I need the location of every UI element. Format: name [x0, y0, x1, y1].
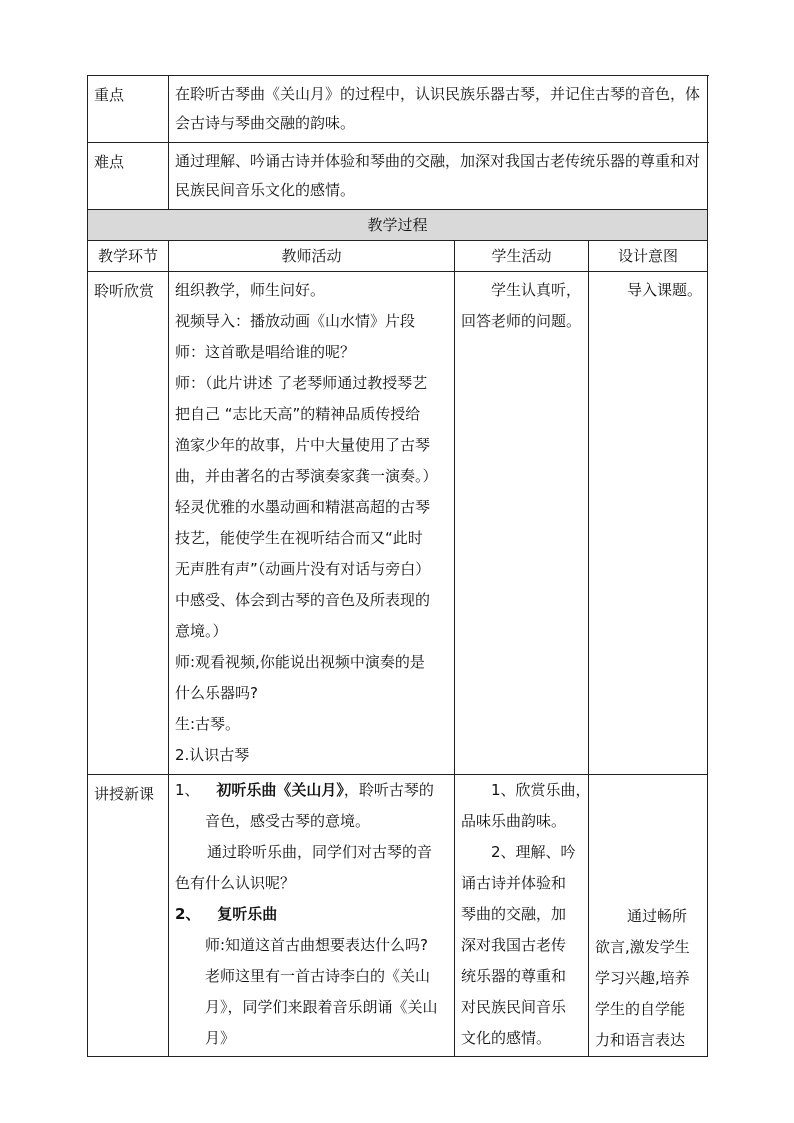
- column-header: 设计意图: [589, 241, 708, 272]
- teacher-line: 组织教学，师生问好。: [175, 281, 326, 299]
- intent-line: 通过畅所: [627, 907, 688, 925]
- teacher-line: 音色，感受古琴的意境。: [205, 812, 371, 830]
- item-title: 初听乐曲《关山月》: [216, 781, 344, 799]
- difficulty-label-cell: [88, 143, 169, 210]
- teacher-line: 月》，同学们来跟着音乐朗诵《关山: [205, 998, 438, 1016]
- difficulty-content-cell: [169, 143, 708, 210]
- teacher-line: 技艺，能使学生在视听结合而又“此时: [175, 529, 423, 547]
- difficulty-row: [88, 143, 708, 210]
- student-line: 品味乐曲韵味。: [461, 812, 567, 830]
- stage-name-cell: [88, 775, 169, 1057]
- teacher-line: 无声胜有声”（动画片没有对话与旁白）: [175, 560, 431, 578]
- teacher-line: 师：这首歌是唱给谁的呢？: [175, 343, 356, 361]
- item-number: 1、: [175, 781, 200, 799]
- student-line: 回答老师的问题。: [461, 312, 582, 330]
- teacher-line: 曲，并由著名的古琴演奏家龚一演奏。）: [175, 467, 438, 485]
- column-header: 教师活动: [169, 241, 455, 272]
- difficulty-line: 民族民间音乐文化的感情。: [175, 181, 356, 199]
- design-intent-cell: [589, 775, 708, 1057]
- teacher-line: 2.认识古琴: [175, 746, 250, 764]
- teacher-item-2: [175, 899, 448, 930]
- difficulty-line: 通过理解、吟诵古诗并体验和琴曲的交融，加深对我国古老传统乐器的尊重和对: [175, 152, 701, 170]
- teacher-line: 师:观看视频,你能说出视频中演奏的是: [175, 653, 425, 671]
- student-activity-cell: [455, 272, 589, 775]
- intent-line: 学习兴趣,培养: [595, 969, 690, 987]
- teacher-line: 老师这里有一首古诗李白的《关山: [205, 967, 431, 985]
- column-header: 学生活动: [455, 241, 589, 272]
- teacher-line: 视频导入：播放动画《山水情》片段: [175, 312, 416, 330]
- teacher-line: 把自己 “志比天高”的精神品质传授给: [175, 405, 421, 423]
- item-number: 2、: [175, 905, 201, 923]
- teacher-activity-cell: [169, 272, 455, 775]
- intent-line: 导入课题。: [627, 281, 703, 299]
- teacher-line: 师：（此片讲述 了老琴师通过教授琴艺: [175, 374, 428, 392]
- stage-name: 聆听欣赏: [94, 282, 155, 300]
- student-activity-cell: [455, 775, 589, 1057]
- key-point-content-cell: [169, 76, 708, 143]
- student-line: 文化的感情。: [461, 1029, 552, 1047]
- stage-name-cell: [88, 272, 169, 775]
- stage-listening-row: [88, 272, 708, 775]
- key-point-line: 会古诗与琴曲交融的韵味。: [175, 114, 356, 132]
- item-text: ，聆听古琴的: [343, 781, 434, 799]
- key-point-label: 重点: [94, 86, 125, 104]
- student-line: 深对我国古老传: [461, 936, 567, 954]
- design-intent-cell: [589, 272, 708, 775]
- teacher-item-1: [175, 775, 448, 806]
- teacher-line: 什么乐器吗?: [175, 684, 258, 702]
- difficulty-label: 难点: [94, 153, 125, 171]
- intent-line: 力和语言表达: [595, 1031, 686, 1049]
- stage-name: 讲授新课: [94, 785, 155, 803]
- teacher-line: 轻灵优雅的水墨动画和精湛高超的古琴: [175, 498, 431, 516]
- item-title: 复听乐曲: [217, 905, 278, 923]
- teacher-line: 月》: [205, 1029, 236, 1047]
- column-header: 教学环节: [88, 241, 169, 272]
- student-line: 2、理解、吟: [491, 843, 576, 861]
- student-line: 1、欣赏乐曲，: [491, 781, 591, 799]
- intent-line: 学生的自学能: [595, 1000, 686, 1018]
- teacher-line: 中感受、体会到古琴的音色及所表现的: [175, 591, 431, 609]
- student-line: 对民族民间音乐: [461, 998, 567, 1016]
- key-point-line: 在聆听古琴曲《关山月》的过程中，认识民族乐器古琴，并记住古琴的音色，体: [175, 85, 701, 103]
- teacher-line: 通过聆听乐曲，同学们对古琴的音: [207, 843, 433, 861]
- teacher-line: 意境。）: [175, 622, 228, 640]
- teacher-line: 渔家少年的故事，片中大量使用了古琴: [175, 436, 431, 454]
- column-header-row: [88, 241, 708, 272]
- teacher-line: 师:知道这首古曲想要表达什么吗?: [205, 936, 429, 954]
- student-line: 琴曲的交融，加: [461, 905, 567, 923]
- student-line: 诵古诗并体验和: [461, 874, 567, 892]
- intent-line: 欲言,激发学生: [595, 938, 690, 956]
- key-point-label-cell: [88, 76, 169, 143]
- lesson-plan-table: [87, 75, 708, 1057]
- teacher-activity-cell: [169, 775, 455, 1057]
- teacher-line: 生:古琴。: [175, 715, 241, 733]
- student-line: 统乐器的尊重和: [461, 967, 567, 985]
- section-title-row: [88, 210, 708, 241]
- student-line: 学生认真听，: [491, 281, 582, 299]
- stage-new-lesson-row: [88, 775, 708, 1057]
- key-point-row: [88, 76, 708, 143]
- teacher-line: 色有什么认识呢？: [175, 874, 296, 892]
- section-title: 教学过程: [88, 210, 708, 241]
